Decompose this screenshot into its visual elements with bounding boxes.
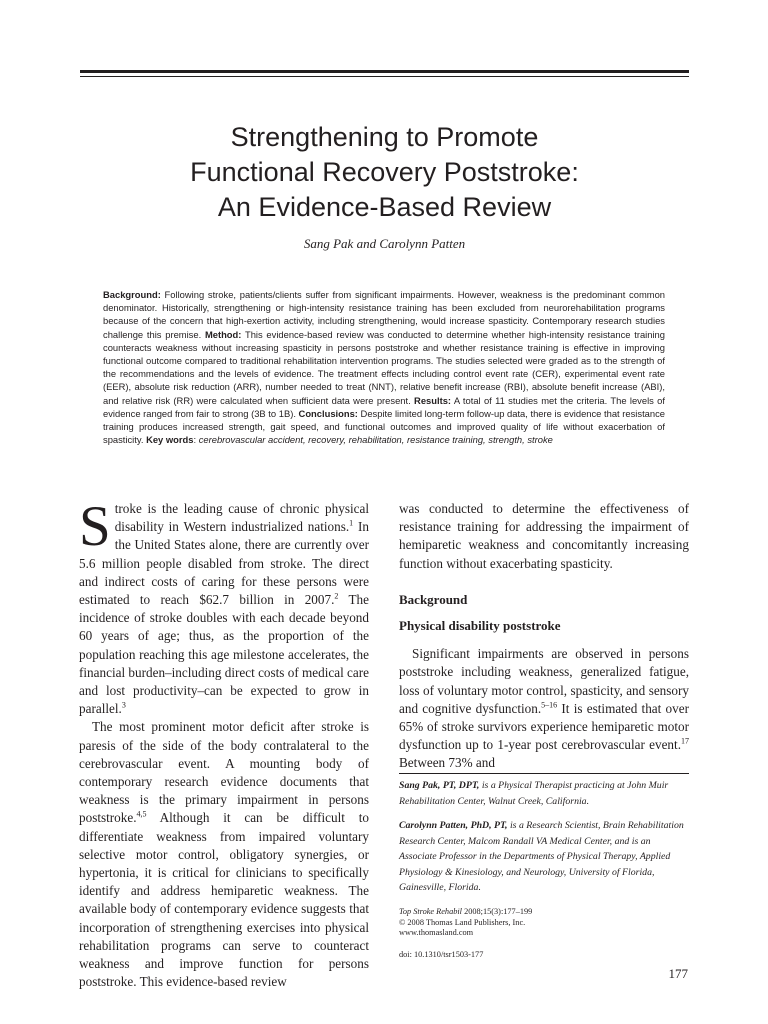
page-number: 177	[668, 966, 688, 981]
affiliation-name: Sang Pak, PT, DPT,	[399, 780, 480, 791]
reference-superscript: 17	[681, 736, 689, 746]
journal-name: Top Stroke Rehabil	[399, 907, 462, 916]
reference-superscript: 1	[349, 518, 354, 528]
journal-citation	[399, 907, 689, 918]
abstract	[103, 288, 665, 446]
journal-volume: 2008;15(3):177–199	[462, 907, 533, 916]
body-text: The incidence of stroke doubles with each decade beyond 60 years of age; thus, as the proportion of the population reaching this age milestone accelerates, the financial burden–including direct costs of medical care and lost productivity–can be expected to grow in parallel.	[79, 592, 370, 717]
subsection-heading: Physical disability poststroke	[399, 618, 561, 634]
body-paragraph	[79, 495, 370, 718]
reference-superscript: 2	[334, 591, 339, 601]
abstract-results-text: A total of 11 studies met the criteria. The levels of evidence ranged from fair to strong (3B to 1B).	[103, 394, 665, 419]
abstract-background-text: Following stroke, patients/clients suffer from significant impairments. However, weakness is the predominant common denominator. Historically, strengthening or high-intensity resistance training has been excluded from neurorehabilitation programs because of the concern that high-exertion activity, including strengthening, would increase spasticity. Contemporary research studies challenge this premise.	[103, 289, 665, 340]
journal-copyright: © 2008 Thomas Land Publishers, Inc.	[399, 917, 526, 927]
doi-line[interactable]: doi: 10.1310/tsr1503-177	[399, 950, 484, 959]
affiliation-text: is a Physical Therapist practicing at John Muir Rehabilitation Center, Walnut Creek, California.	[399, 780, 669, 807]
body-text: Between 73% and	[399, 755, 495, 771]
title-line: An Evidence-Based Review	[217, 192, 552, 222]
author-line: Sang Pak and Carolynn Patten	[303, 236, 466, 251]
body-text: troke is the leading cause of chronic physical disability in Western industrialized nations.	[114, 501, 369, 535]
abstract-conclusions-text: Despite limited long-term follow-up data, there is evidence that resistance training produces increased strength, gait speed, and functional outcomes and improved quality of life without exacerbation of spasticity.	[103, 407, 665, 446]
affiliation-text: is a Research Scientist, Brain Rehabilitation Research Center, Malcom Randall VA Medical Center, and is an Associate Professor in the Departments of Physical Therapy, Applied Physiology & Kinesiology, and Neurology, University of Florida, Gainesville, Florida.	[399, 820, 684, 894]
header-rule-thin	[80, 76, 689, 77]
abstract-keywords-label: Key words	[146, 434, 194, 446]
left-column	[79, 495, 370, 991]
affiliation-name: Carolynn Patten, PhD, PT,	[399, 820, 508, 831]
reference-superscript: 5–16	[541, 700, 558, 710]
body-text: It is estimated that over 65% of stroke survivors experience hemiparetic motor dysfunction up to 1-year post cerebrovascular event.	[399, 700, 689, 753]
title-line: Strengthening to Promote	[230, 122, 539, 152]
section-heading: Background	[399, 591, 468, 607]
abstract-background-label: Background:	[103, 289, 161, 300]
journal-website[interactable]: www.thomasland.com	[399, 928, 474, 937]
abstract-keywords-colon: :	[193, 434, 199, 446]
body-paragraph: was conducted to determine the effectiveness of resistance training for addressing the impairment of hemiparetic weakness and concomitantly increasing function without exacerbating spasticity.	[399, 501, 689, 571]
abstract-conclusions-label: Conclusions:	[298, 407, 358, 419]
abstract-method-label: Method:	[204, 328, 242, 340]
author-affiliation	[399, 818, 689, 896]
title-line: Functional Recovery Poststroke:	[190, 157, 579, 187]
body-text: The most prominent motor deficit after stroke is paresis of the side of the body contralateral to the cerebrovascular event. A mounting body of contemporary research evidence documents that weakness is the primary impairment in persons poststroke.	[79, 719, 369, 826]
body-text: Although it can be difficult to differentiate weakness from impaired voluntary selective motor control, obligatory synergies, or hypertonia, it is critical for clinicians to specifically identify and address hemiparetic weakness. The available body of contemporary evidence suggests that incorporation of strengthening exercises into physical rehabilitation programs can serve to counteract weakness and improve function for persons poststroke. This evidence-based review	[79, 810, 369, 990]
journal-info	[399, 907, 689, 939]
right-column	[399, 500, 689, 773]
header-rule-thick	[80, 70, 689, 73]
abstract-method-text: This evidence-based review was conducted to determine whether high-intensity resistance training counteracts weakness without increasing spasticity in persons poststroke and whether resistance training is effective in improving functional outcome compared to traditional rehabilitation intervention programs. The studies selected were graded as to the strength of the recommendations and the levels of evidence. The treatment effects including control event rate (CER), experimental event rate (EER), absolute risk reduction (ARR), number needed to treat (NNT), relative benefit increase (RBI), absolute benefit increase (ABI), and relative risk (RR) were calculated when sufficient data were present.	[103, 328, 665, 406]
reference-superscript: 3	[121, 700, 126, 710]
affiliation-rule	[399, 773, 689, 774]
reference-superscript: 4,5	[136, 810, 147, 820]
abstract-keywords-text: cerebrovascular accident, recovery, rehabilitation, resistance training, strength, stroke	[198, 434, 553, 446]
article-title	[80, 120, 689, 225]
body-text: In the United States alone, there are currently over 5.6 million people disabled from stroke. The direct and indirect costs of caring for these persons were estimated to reach $62.7 billion in 2007.	[79, 519, 369, 608]
drop-cap: S	[79, 495, 111, 558]
body-paragraph	[399, 645, 689, 772]
abstract-results-label: Results:	[414, 394, 452, 406]
author-affiliation	[399, 778, 689, 809]
body-paragraph	[79, 718, 369, 991]
body-text: Significant impairments are observed in persons poststroke including weakness, generalized fatigue, loss of voluntary motor control, spasticity, and sensory and cognitive dysfunction.	[399, 646, 689, 716]
